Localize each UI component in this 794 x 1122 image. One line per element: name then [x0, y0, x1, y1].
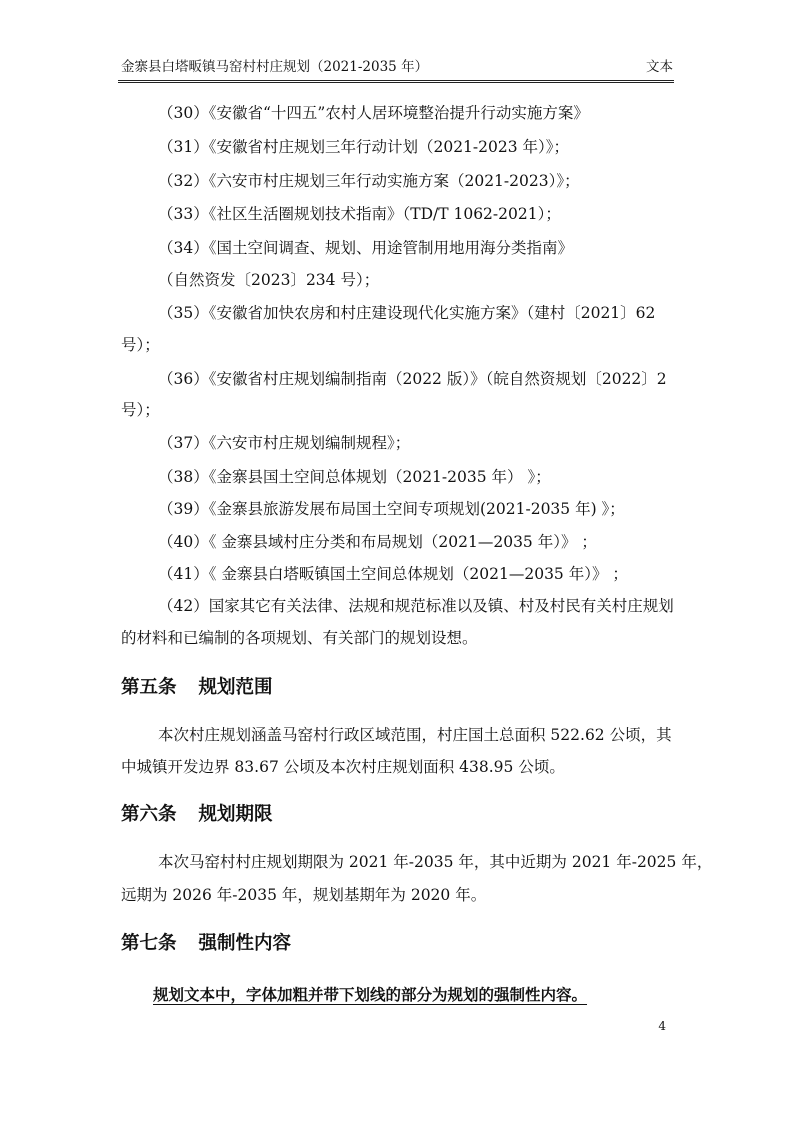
page-number: 4 [658, 1019, 666, 1033]
basis-item-42: （42）国家其它有关法律、法规和规范标准以及镇、村及村民有关村庄规划 [158, 597, 674, 615]
article-7-title: 强制性内容 [198, 933, 292, 954]
basis-item-33: （33）《社区生活圈规划技术指南》（TD/T 1062-2021）； [158, 205, 561, 223]
basis-item-34-cont: （自然资发〔2023〕234 号）； [158, 271, 380, 289]
basis-item-38: （38）《金寨县国土空间总体规划（2021-2035 年） 》； [158, 468, 551, 486]
basis-item-36: （36）《安徽省村庄规划编制指南（2022 版）》（皖自然资规划〔2022〕2 [158, 370, 667, 388]
article-5-title: 规划范围 [198, 677, 273, 698]
basis-item-40: （40）《 金寨县域村庄分类和布局规划（2021—2035 年）》 ； [158, 533, 597, 551]
article-7-number: 第七条 [121, 933, 177, 954]
article-6-line-2: 远期为 2026 年-2035 年，规划基期年为 2020 年。 [121, 886, 487, 904]
basis-item-31: （31）《安徽省村庄规划三年行动计划（2021-2023 年）》； [158, 138, 570, 156]
basis-item-39: （39）《金寨县旅游发展布局国土空间专项规划(2021-2035 年) 》； [158, 500, 625, 518]
article-6-heading [121, 803, 273, 827]
basis-item-30: （30）《安徽省“十四五”农村人居环境整治提升行动实施方案》 [158, 104, 589, 122]
article-5-line-1: 本次村庄规划涵盖马窑村行政区域范围，村庄国土总面积 522.62 公顷，其 [158, 726, 672, 744]
article-5-number: 第五条 [121, 677, 177, 698]
article-6-number: 第六条 [121, 804, 177, 825]
basis-item-35: （35）《安徽省加快农房和村庄建设现代化实施方案》（建村〔2021〕62 [158, 304, 656, 322]
basis-item-35-cont: 号）； [121, 336, 160, 354]
mandatory-content-note: 规划文本中，字体加粗并带下划线的部分为规划的强制性内容。 [153, 985, 588, 1004]
article-6-line-1: 本次马窑村村庄规划期限为 2021 年-2035 年，其中近期为 2021 年-2025 年， [158, 853, 713, 871]
article-6-title: 规划期限 [198, 804, 273, 825]
article-7-heading [121, 932, 291, 956]
header-section: 文本 [646, 59, 673, 75]
article-5-heading [121, 676, 273, 700]
header-divider [118, 80, 674, 83]
header-title: 金寨县白塔畈镇马窑村村庄规划（2021-2035 年） [121, 59, 429, 75]
basis-item-36-cont: 号）； [121, 401, 160, 419]
basis-item-32: （32）《六安市村庄规划三年行动实施方案（2021-2023）》； [158, 172, 580, 190]
basis-item-42-cont: 的材料和已编制的各项规划、有关部门的规划设想。 [121, 629, 478, 647]
basis-item-41: （41）《 金寨县白塔畈镇国土空间总体规划（2021—2035 年）》 ； [158, 565, 628, 583]
basis-item-34: （34）《国土空间调查、规划、用途管制用地用海分类指南》 [158, 239, 573, 257]
article-5-line-2: 中城镇开发边界 83.67 公顷及本次村庄规划面积 438.95 公顷。 [121, 758, 565, 776]
basis-item-37: （37）《六安市村庄规划编制规程》； [158, 434, 411, 452]
